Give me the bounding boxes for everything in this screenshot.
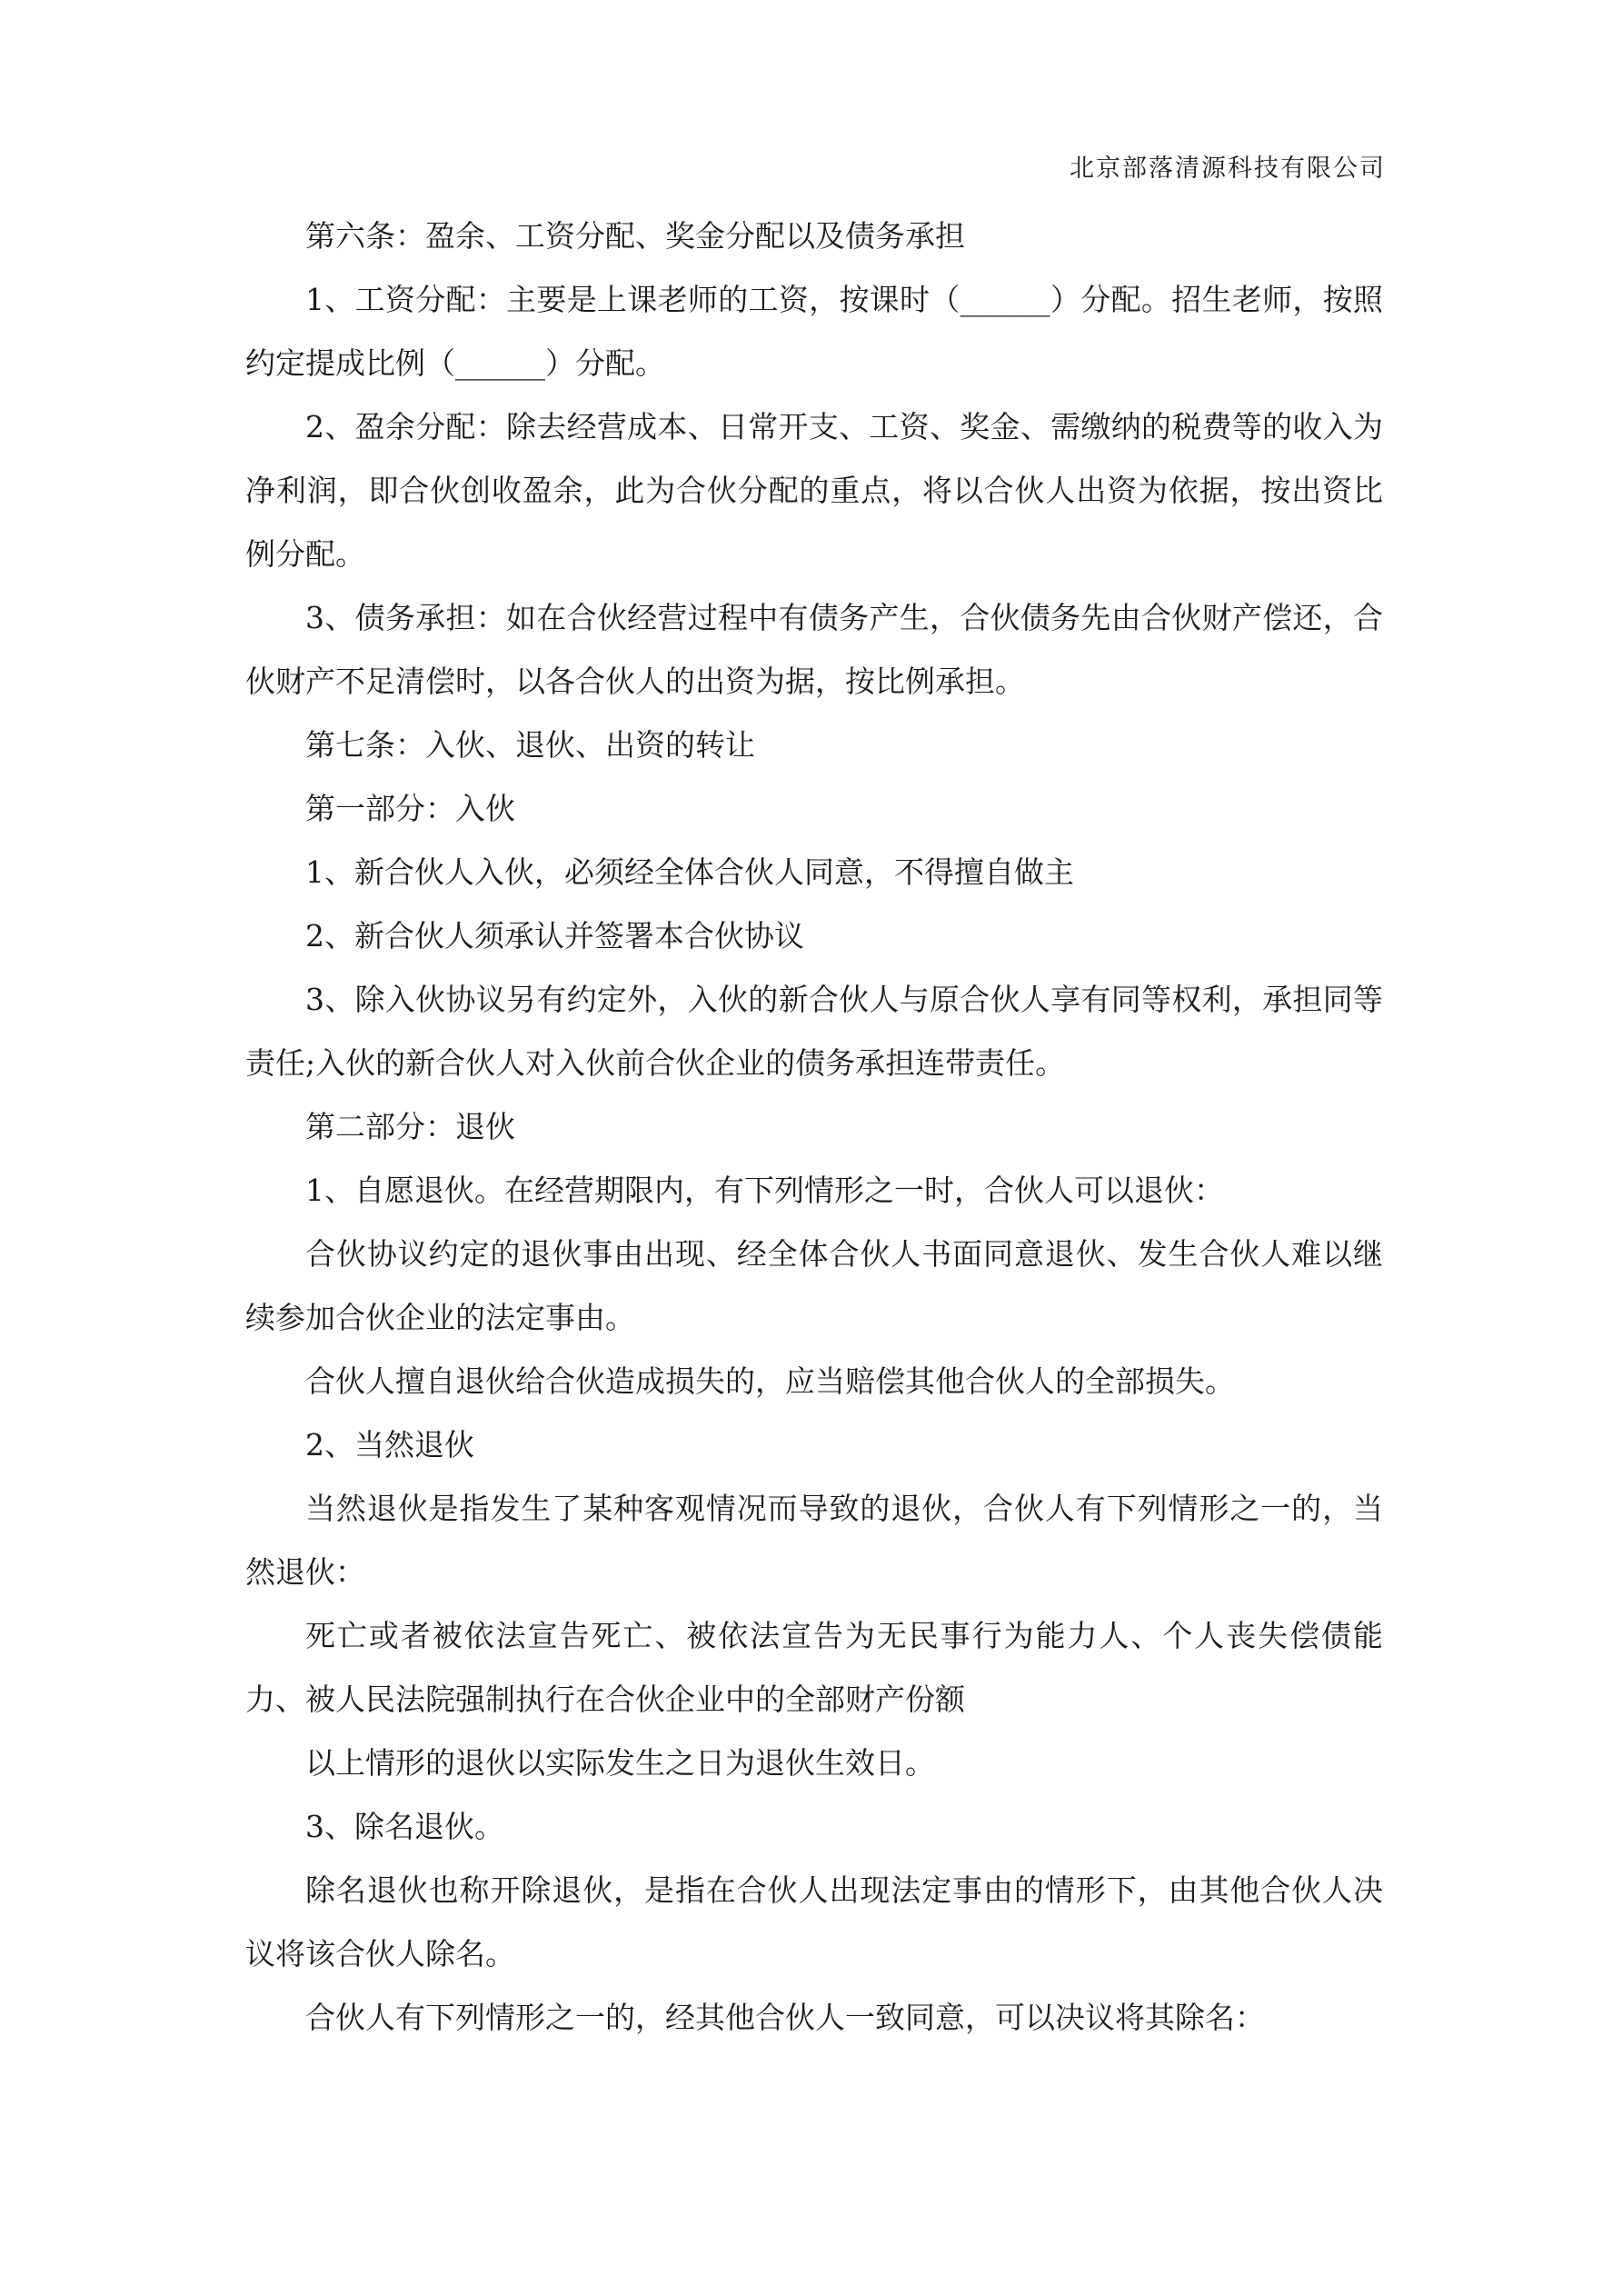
paragraph-expulsion-conditions: 合伙人有下列情形之一的，经其他合伙人一致同意，可以决议将其除名：: [305, 2000, 1265, 2035]
paragraph-automatic-withdrawal-heading: 2、当然退伙: [305, 1427, 474, 1462]
paragraph-voluntary-conditions: 合伙协议约定的退伙事由出现、经全体合伙人书面同意退伙、发生合伙人难以继续参加合伙企业的法定事由。: [245, 1236, 1383, 1335]
section-heading-article-6: 第六条：盈余、工资分配、奖金分配以及债务承担: [305, 218, 965, 254]
document-body: [245, 205, 1383, 2050]
paragraph-automatic-withdrawal-effective: 以上情形的退伙以实际发生之日为退伙生效日。: [305, 1745, 935, 1781]
paragraph-automatic-withdrawal-definition: 当然退伙是指发生了某种客观情况而导致的退伙，合伙人有下列情形之一的，当然退伙：: [245, 1491, 1383, 1590]
paragraph-joining-2: 2、新合伙人须承认并签署本合伙协议: [305, 918, 804, 953]
section-heading-article-7: 第七条：入伙、退伙、出资的转让: [305, 727, 755, 763]
paragraph-unauthorized-withdrawal: 合伙人擅自退伙给合伙造成损失的，应当赔偿其他合伙人的全部损失。: [305, 1363, 1235, 1399]
paragraph-debt-bearing: 3、债务承担：如在合伙经营过程中有债务产生，合伙债务先由合伙财产偿还，合伙财产不足清偿时，以各合伙人的出资为据，按比例承担。: [245, 600, 1383, 699]
company-header: 北京部落清源科技有限公司: [1070, 155, 1386, 183]
paragraph-joining-3: 3、除入伙协议另有约定外，入伙的新合伙人与原合伙人享有同等权利，承担同等责任;入伙的新合伙人对入伙前合伙企业的债务承担连带责任。: [245, 982, 1383, 1081]
paragraph-expulsion-definition: 除名退伙也称开除退伙，是指在合伙人出现法定事由的情形下，由其他合伙人决议将该合伙人除名。: [245, 1872, 1383, 1972]
paragraph-joining-1: 1、新合伙人入伙，必须经全体合伙人同意，不得擅自做主: [305, 854, 1074, 890]
paragraph-voluntary-withdrawal: 1、自愿退伙。在经营期限内，有下列情形之一时，合伙人可以退伙：: [305, 1173, 1224, 1208]
paragraph-expulsion-heading: 3、除名退伙。: [305, 1809, 504, 1844]
paragraph-salary-distribution: 1、工资分配：主要是上课老师的工资，按课时（______）分配。招生老师，按照约定提成比例（______）分配。: [245, 282, 1383, 381]
paragraph-surplus-distribution: 2、盈余分配：除去经营成本、日常开支、工资、奖金、需缴纳的税费等的收入为净利润，即合伙创收盈余，此为合伙分配的重点，将以合伙人出资为依据，按出资比例分配。: [245, 409, 1383, 572]
subsection-heading-withdrawal: 第二部分：退伙: [305, 1109, 515, 1144]
paragraph-automatic-withdrawal-conditions: 死亡或者被依法宣告死亡、被依法宣告为无民事行为能力人、个人丧失偿债能力、被人民法院强制执行在合伙企业中的全部财产份额: [245, 1618, 1383, 1717]
subsection-heading-joining: 第一部分：入伙: [305, 791, 515, 826]
